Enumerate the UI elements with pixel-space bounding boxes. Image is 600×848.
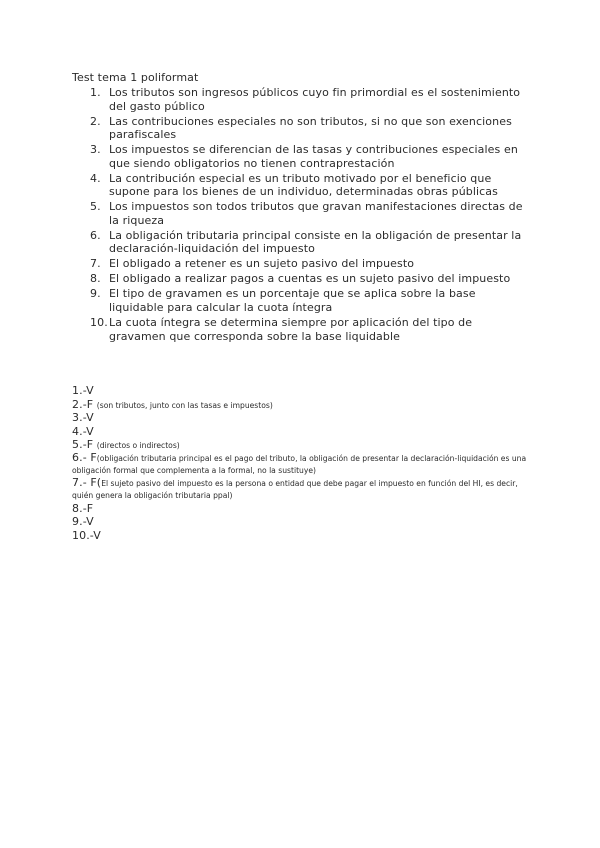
question-text: Las contribuciones especiales no son tributos, si no que son exenciones parafiscales <box>109 114 512 142</box>
question-text: El tipo de gravamen es un porcentaje que se aplica sobre la base liquidable para calcular la cuota íntegra <box>109 287 476 315</box>
answer-label: 2.-F <box>72 397 97 411</box>
answer-label: 3.-V <box>72 411 94 424</box>
question-number: 2. <box>90 114 101 128</box>
answer-line <box>72 529 532 543</box>
question-item <box>72 86 532 113</box>
question-item <box>72 287 532 314</box>
question-item <box>72 200 532 227</box>
answer-note: (directos o indirectos) <box>96 441 180 450</box>
question-item <box>72 272 532 286</box>
answer-line <box>72 452 532 477</box>
question-text: Los impuestos son todos tributos que gravan manifestaciones directas de la riqueza <box>109 200 523 227</box>
answer-note: El sujeto pasivo del impuesto es la persona o entidad que debe pagar el impuesto en función del HI, es decir, quién genera la obligación tributaria ppal) <box>72 478 518 500</box>
answer-label: 4.-V <box>72 424 94 438</box>
question-number: 3. <box>90 143 101 157</box>
answer-line <box>72 477 532 502</box>
answer-line <box>72 438 532 452</box>
answer-line <box>72 411 532 425</box>
question-item <box>72 316 532 343</box>
question-number: 8. <box>90 272 101 286</box>
question-text: Los impuestos se diferencian de las tasas y contribuciones especiales en que siendo obligatorios no tienen contraprestación <box>109 143 518 170</box>
answer-key <box>72 384 532 542</box>
question-text: El obligado a retener es un sujeto pasivo del impuesto <box>109 257 415 271</box>
answer-line <box>72 502 532 516</box>
answer-label: 5.-F <box>72 438 97 451</box>
question-item <box>72 143 532 170</box>
answer-line <box>72 425 532 439</box>
question-number: 5. <box>90 200 101 214</box>
answer-line <box>72 384 532 398</box>
question-text: La cuota íntegra se determina siempre por aplicación del tipo de gravamen que corresponda sobre la base liquidable <box>109 316 473 343</box>
answer-note: (son tributos, junto con las tasas e impuestos) <box>96 400 273 410</box>
question-number: 7. <box>90 257 101 271</box>
answer-label: 1.-V <box>72 384 94 397</box>
answer-note: (obligación tributaria principal es el pago del tributo, la obligación de presentar la declaración-liquidación es una obligación formal que complementa a la formal, no la sustituye) <box>72 453 527 475</box>
question-item <box>72 115 532 142</box>
question-number: 4. <box>90 171 101 185</box>
question-text: Los tributos son ingresos públicos cuyo fin primordial es el sostenimiento del gasto público <box>109 86 521 113</box>
question-list <box>72 86 532 345</box>
question-item <box>72 229 532 256</box>
answer-label: 6.- F <box>72 450 97 464</box>
question-text: El obligado a realizar pagos a cuentas es un sujeto pasivo del impuesto <box>109 272 511 286</box>
question-text: La contribución especial es un tributo motivado por el beneficio que supone para los bienes de un individuo, determinadas obras públicas <box>109 171 498 199</box>
document-title: Test tema 1 poliformat <box>72 71 199 84</box>
answer-line <box>72 515 532 529</box>
question-item <box>72 257 532 271</box>
answer-label: 10.-V <box>72 528 101 542</box>
question-number: 6. <box>90 228 101 242</box>
question-number: 9. <box>90 287 101 301</box>
question-number: 10. <box>90 316 108 330</box>
answer-label: 7.- F( <box>72 475 102 489</box>
question-item <box>72 172 532 199</box>
answer-label: 8.-F <box>72 501 94 515</box>
answer-label: 9.-V <box>72 515 94 528</box>
question-text: La obligación tributaria principal consiste en la obligación de presentar la declaración-liquidación del impuesto <box>109 228 522 256</box>
question-number: 1. <box>90 86 101 99</box>
answer-line <box>72 398 532 412</box>
